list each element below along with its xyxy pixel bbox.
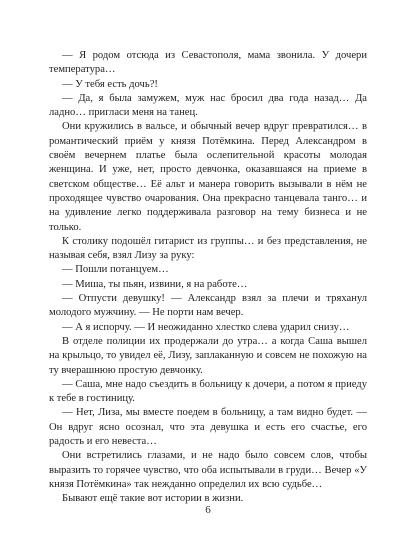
body-text: [49, 49, 367, 507]
page-number: 6: [205, 504, 211, 516]
paragraph: К столику подошёл гитарист из группы… и без представления, не называя себя, взял Лизу за руку:: [49, 235, 367, 262]
paragraph: — Нет, Лиза, мы вместе поедем в больницу, а там видно будет. — Он вдруг ясно осознал, что эта девушка и есть его счастье, его радость и его невеста…: [49, 407, 367, 448]
paragraph: — Миша, ты пьян, извини, я на работе…: [62, 278, 248, 290]
paragraph: Бывают ещё такие вот истории в жизни.: [62, 493, 244, 505]
paragraph: — Да, я была замужем, муж нас бросил два года назад… Да ладно… пригласи меня на танец.: [49, 92, 367, 119]
paragraph: — Я родом отсюда из Севастополя, мама звонила. У дочери температура…: [49, 50, 367, 76]
paragraph: — А я испорчу. — И неожиданно хлестко слева ударил снизу…: [62, 321, 350, 333]
paragraph: — Отпусти девушку! — Александр взял за плечи и тряханул молодого мужчину. — Не порти нам вечер.: [49, 293, 367, 319]
paragraph: В отделе полиции их продержали до утра… а когда Саша вышел на крыльцо, то увидел её, Лизу, заплаканную и совсем не похожую на ту вчерашнюю простую девчонку.: [49, 335, 367, 376]
paragraph: Они встретились глазами, и не надо было совсем слов, чтобы выразить то горячее чувство, что оба испытывали в груди… Вечер «У князя Потёмкина» так нежданно определил их всю судьбе…: [49, 450, 367, 490]
paragraph: Они кружились в вальсе, и обычный вечер вдруг превратился… в романтический приём у князя Потёмкина. Перед Александром в своём вечернем платье была ослепительной красоты молодая женщина. И уже, нет, просто девчонка, оказавшаяся на приеме в светском обществе… Её альт и манера говорить вызывали в нём не проходящее чувство очарования. Она прекрасно танцевала танго… и на удивление легко поддерживала разговор на тему бизнеса и не только.: [49, 121, 367, 233]
paragraph: — Саша, мне надо съездить в больницу к дочери, а потом я приеду к тебе в гостиницу.: [49, 378, 367, 405]
paragraph: — У тебя есть дочь?!: [62, 78, 158, 90]
paragraph: — Пошли потанцуем…: [62, 264, 169, 276]
